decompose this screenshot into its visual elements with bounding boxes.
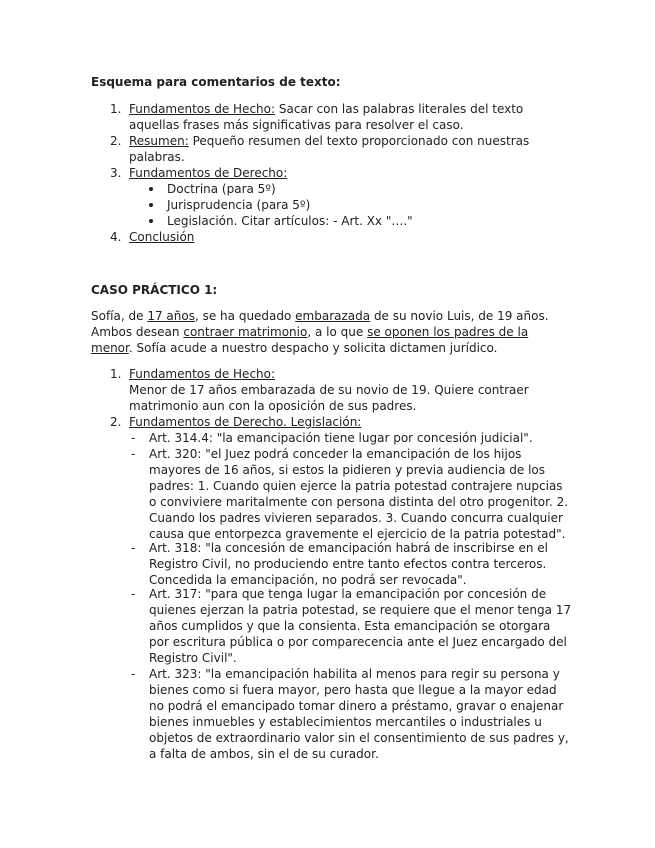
esquema-item-2 [129, 133, 529, 149]
article-line: Art. 320: "el Juez podrá conceder la emancipación de los hijos [149, 447, 522, 461]
esquema-title: Esquema para comentarios de texto: [91, 75, 341, 89]
list-number: 2. [110, 415, 122, 429]
item-label: Resumen: [129, 134, 189, 148]
article-line: bienes como si fuera mayor, pero hasta que llegue a la mayor edad [149, 683, 557, 697]
intro-underlined: 17 años [147, 309, 195, 323]
article-line: Concedida la emancipación, no podrá ser revocada". [149, 573, 467, 587]
intro-line-2 [91, 324, 528, 340]
bullet-item: Legislación. Citar artículos: - Art. Xx "…." [167, 214, 413, 228]
article-line: Registro Civil". [149, 651, 237, 665]
list-number: 2. [110, 134, 122, 148]
caso-title: CASO PRÁCTICO 1: [91, 283, 218, 297]
item-label: Fundamentos de Hecho: [129, 102, 276, 116]
article-line: quienes ejerzan la patria potestad, se requiere que el menor tenga 17 [149, 603, 572, 617]
dash-marker: - [131, 587, 136, 601]
article-line: Art. 318: "la concesión de emancipación habrá de inscribirse en el [149, 541, 548, 555]
intro-underlined: menor [91, 341, 129, 355]
hechos-text: matrimonio aun con la oposición de sus padres. [129, 399, 417, 413]
bullet-item: Jurisprudencia (para 5º) [167, 198, 311, 212]
article-line: años cumplidos y que la consienta. Esta emancipación se otorgara [149, 619, 551, 633]
item-text-continued: aquellas frases más significativas para resolver el caso. [129, 118, 464, 132]
intro-text: , a lo que [307, 325, 368, 339]
bullet-icon [149, 219, 153, 223]
article-line: por escritura pública o por comparecencia ante el Juez encargado del [149, 635, 567, 649]
intro-underlined: se oponen los padres de la [367, 325, 529, 339]
article-line: a falta de ambos, sin el de su curador. [149, 747, 379, 761]
article-line: o conviviere maritalmente con persona distinta del otro progenitor. 2. [149, 495, 569, 509]
dash-marker: - [131, 447, 136, 461]
intro-underlined: contraer matrimonio [183, 325, 308, 339]
bullet-icon [149, 203, 153, 207]
article-line: causa que entorpezca gravemente el ejercicio de la patria potestad". [149, 527, 566, 541]
article-line: Art. 314.4: "la emancipación tiene lugar por concesión judicial". [149, 431, 533, 445]
article-line: Art. 317: "para que tenga lugar la emancipación por concesión de [149, 587, 547, 601]
bullet-item: Doctrina (para 5º) [167, 182, 276, 196]
article-line: Cuando los padres vivieren separados. 3. Cuando concurra cualquier [149, 511, 563, 525]
list-number: 3. [110, 166, 122, 180]
intro-text: , se ha quedado [194, 309, 296, 323]
dash-marker: - [131, 667, 136, 681]
dash-marker: - [131, 431, 136, 445]
hechos-label: Fundamentos de Hecho: [129, 367, 276, 381]
list-number: 1. [110, 367, 122, 381]
item-text: Sacar con las palabras literales del texto [275, 102, 524, 116]
esquema-item-1 [129, 101, 523, 117]
article-line: mayores de 16 años, si estos la pidieren y previa audiencia de los [149, 463, 546, 477]
article-line: no podrá el emancipado tomar dinero a préstamo, gravar o enajenar [149, 699, 564, 713]
intro-text: Ambos desean [91, 325, 184, 339]
intro-text: de su novio Luis, de 19 años. [370, 309, 549, 323]
esquema-item-3-label: Fundamentos de Derecho: [129, 166, 288, 180]
article-line: objetos de extraordinario valor sin el consentimiento de sus padres y, [149, 731, 569, 745]
intro-underlined: embarazada [295, 309, 371, 323]
item-text: Pequeño resumen del texto proporcionado con nuestras [188, 134, 530, 148]
hechos-text: Menor de 17 años embarazada de su novio de 19. Quiere contraer [129, 383, 529, 397]
dash-marker: - [131, 541, 136, 555]
list-number: 1. [110, 102, 122, 116]
item-text-continued: palabras. [129, 150, 185, 164]
intro-text: Sofía, de [91, 309, 148, 323]
intro-line-3 [91, 340, 497, 356]
article-line: Art. 323: "la emancipación habilita al menos para regir su persona y [149, 667, 560, 681]
list-number: 4. [110, 230, 122, 244]
article-line: bienes inmuebles y establecimientos mercantiles o industriales u [149, 715, 542, 729]
esquema-item-4-label: Conclusión [129, 230, 195, 244]
intro-text: . Sofía acude a nuestro despacho y solicita dictamen jurídico. [128, 341, 498, 355]
derecho-label: Fundamentos de Derecho. Legislación: [129, 415, 362, 429]
bullet-icon [149, 187, 153, 191]
intro-line-1 [91, 308, 549, 324]
article-line: Registro Civil, no produciendo entre tanto efectos contra terceros. [149, 557, 547, 571]
article-line: padres: 1. Cuando quien ejerce la patria potestad contrajere nupcias [149, 479, 563, 493]
